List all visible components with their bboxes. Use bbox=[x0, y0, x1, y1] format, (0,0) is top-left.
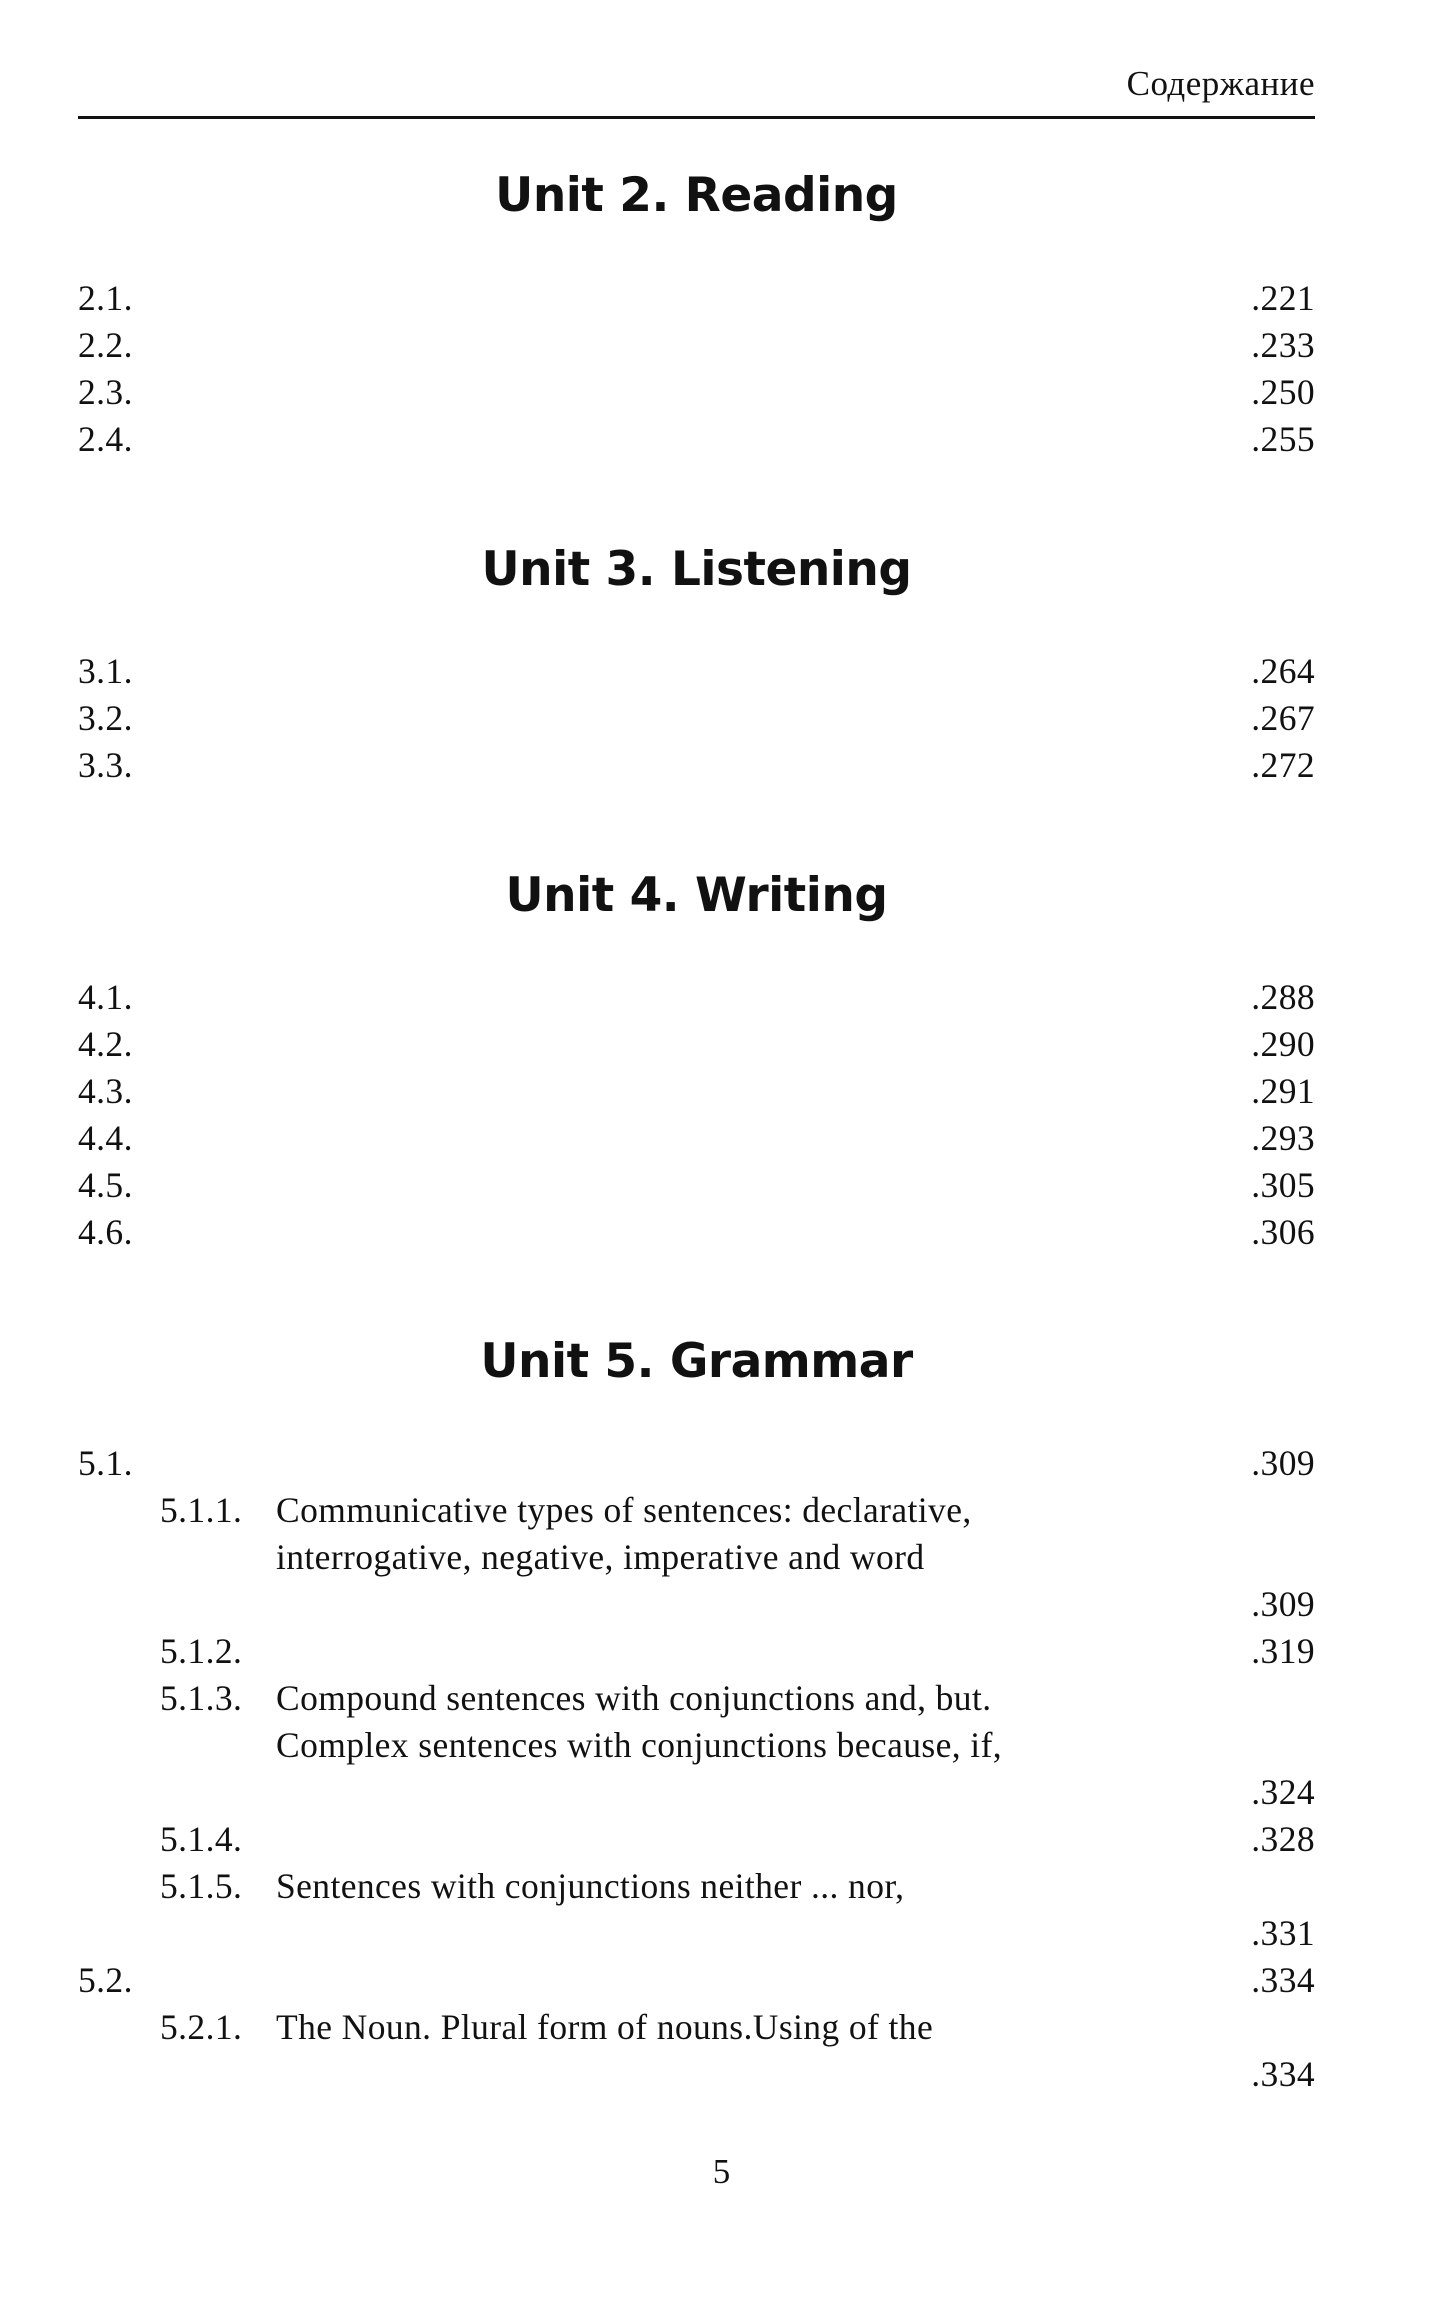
unit-title-writing: Unit 4. Writing bbox=[505, 868, 888, 923]
entry-page: .334 bbox=[1251, 1960, 1315, 2000]
toc-entry bbox=[78, 1021, 1315, 1068]
toc-subentry-continuation bbox=[78, 1722, 1315, 1769]
toc-entry bbox=[78, 1957, 1315, 2004]
entry-number: 4.1. bbox=[78, 977, 133, 1017]
entry-page: .264 bbox=[1251, 651, 1315, 691]
entry-page: .306 bbox=[1251, 1212, 1315, 1252]
entry-page: .267 bbox=[1251, 698, 1315, 738]
toc-subentry-last-line bbox=[78, 2051, 1315, 2098]
toc-section-reading bbox=[78, 275, 1315, 463]
entry-number: 5.2. bbox=[78, 1960, 133, 2000]
entry-number: 5.1. bbox=[78, 1443, 133, 1483]
toc-entry bbox=[78, 275, 1315, 322]
entry-page: .288 bbox=[1251, 977, 1315, 1017]
entry-number: 3.2. bbox=[78, 698, 133, 738]
page-number: 5 bbox=[712, 2152, 731, 2191]
entry-number: 5.2.1. bbox=[160, 2007, 243, 2047]
entry-title-line: The Noun. Plural form of nouns.Using of the bbox=[276, 2007, 934, 2047]
toc-subentry bbox=[78, 1628, 1315, 1675]
entry-page: .291 bbox=[1251, 1071, 1315, 1111]
entry-number: 2.3. bbox=[78, 372, 133, 412]
entry-number: 3.1. bbox=[78, 651, 133, 691]
entry-number: 5.1.2. bbox=[160, 1631, 243, 1671]
entry-number: 2.4. bbox=[78, 419, 133, 459]
unit-title-reading: Unit 2. Reading bbox=[495, 168, 898, 223]
running-head: Содержание bbox=[1126, 64, 1315, 103]
entry-number: 5.1.4. bbox=[160, 1819, 243, 1859]
toc-entry bbox=[78, 974, 1315, 1021]
toc-section-writing bbox=[78, 974, 1315, 1256]
entry-page: .293 bbox=[1251, 1118, 1315, 1158]
entry-page: .305 bbox=[1251, 1165, 1315, 1205]
entry-number: 5.1.3. bbox=[160, 1678, 243, 1718]
unit-title-listening: Unit 3. Listening bbox=[481, 542, 912, 597]
toc-entry bbox=[78, 648, 1315, 695]
entry-page: .319 bbox=[1251, 1631, 1315, 1671]
toc-subentry-last-line bbox=[78, 1581, 1315, 1628]
entry-title-line: interrogative, negative, imperative and word bbox=[276, 1537, 925, 1577]
entry-number: 3.3. bbox=[78, 745, 133, 785]
toc-entry bbox=[78, 1068, 1315, 1115]
toc-entry bbox=[78, 695, 1315, 742]
entry-number: 4.3. bbox=[78, 1071, 133, 1111]
toc-entry bbox=[78, 369, 1315, 416]
entry-title-line: Communicative types of sentences: declarative, bbox=[276, 1490, 972, 1530]
entry-page: .221 bbox=[1251, 278, 1315, 318]
unit-title-grammar: Unit 5. Grammar bbox=[480, 1334, 913, 1389]
toc-subentry-last-line bbox=[78, 1769, 1315, 1816]
entry-page: .331 bbox=[1251, 1913, 1315, 1953]
toc-entry bbox=[78, 1440, 1315, 1487]
entry-title-line: Sentences with conjunctions neither ... nor, bbox=[276, 1866, 905, 1906]
toc-entry bbox=[78, 322, 1315, 369]
entry-page: .334 bbox=[1251, 2054, 1315, 2094]
entry-title-line: Compound sentences with conjunctions and, but. bbox=[276, 1678, 992, 1718]
entry-page: .233 bbox=[1251, 325, 1315, 365]
entry-number: 5.1.1. bbox=[160, 1490, 243, 1530]
toc-entry bbox=[78, 742, 1315, 789]
header-rule bbox=[78, 116, 1315, 119]
entry-page: .309 bbox=[1251, 1443, 1315, 1483]
entry-page: .255 bbox=[1251, 419, 1315, 459]
toc-entry bbox=[78, 1115, 1315, 1162]
toc-section-listening bbox=[78, 648, 1315, 789]
entry-number: 4.4. bbox=[78, 1118, 133, 1158]
toc-section-grammar bbox=[78, 1440, 1315, 2098]
toc-subentry-first-line bbox=[78, 1675, 1315, 1722]
entry-page: .324 bbox=[1251, 1772, 1315, 1812]
toc-subentry-first-line bbox=[78, 2004, 1315, 2051]
entry-page: .309 bbox=[1251, 1584, 1315, 1624]
entry-page: .250 bbox=[1251, 372, 1315, 412]
entry-number: 4.2. bbox=[78, 1024, 133, 1064]
toc-entry bbox=[78, 1209, 1315, 1256]
entry-title-line: Complex sentences with conjunctions because, if, bbox=[276, 1725, 1003, 1765]
toc-subentry-last-line bbox=[78, 1910, 1315, 1957]
toc-entry bbox=[78, 416, 1315, 463]
toc-subentry-continuation bbox=[78, 1534, 1315, 1581]
entry-page: .290 bbox=[1251, 1024, 1315, 1064]
entry-number: 5.1.5. bbox=[160, 1866, 243, 1906]
toc-subentry-first-line bbox=[78, 1863, 1315, 1910]
entry-number: 2.2. bbox=[78, 325, 133, 365]
toc-subentry bbox=[78, 1816, 1315, 1863]
entry-number: 4.5. bbox=[78, 1165, 133, 1205]
entry-page: .272 bbox=[1251, 745, 1315, 785]
entry-page: .328 bbox=[1251, 1819, 1315, 1859]
entry-number: 4.6. bbox=[78, 1212, 133, 1252]
toc-subentry-first-line bbox=[78, 1487, 1315, 1534]
entry-number: 2.1. bbox=[78, 278, 133, 318]
toc-entry bbox=[78, 1162, 1315, 1209]
